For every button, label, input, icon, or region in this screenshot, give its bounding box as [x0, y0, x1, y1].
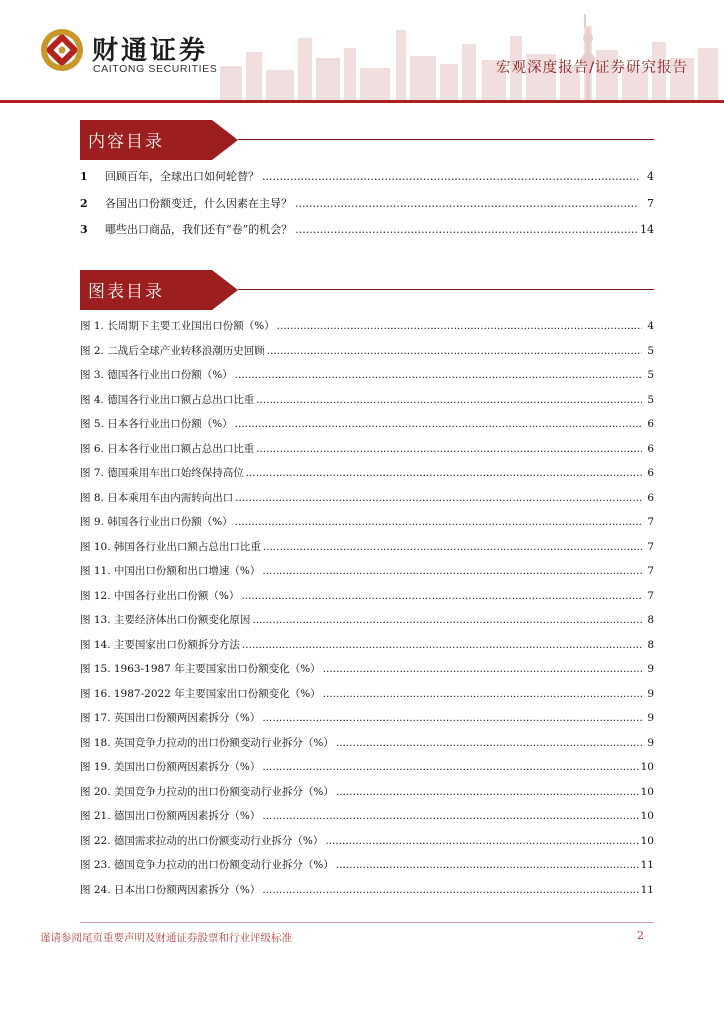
figure-entry-page: 6 [647, 442, 654, 455]
figure-entry-title: 图 15. 1963-1987 年主要国家出口份额变化（%） [80, 663, 321, 675]
figure-entry-title: 图 21. 德国出口份额两因素拆分（%） [80, 810, 261, 822]
figure-entry-page: 6 [647, 418, 654, 430]
figure-entry[interactable] [80, 878, 654, 903]
toc-entry-page: 7 [647, 196, 654, 210]
toc-entry-page: 14 [640, 223, 654, 236]
toc-entry-number: 3 [80, 223, 88, 236]
figure-entry-title: 图 18. 英国竞争力拉动的出口份额变动行业拆分（%） [80, 736, 334, 749]
contents-heading: 内容目录 [88, 132, 164, 152]
figure-entry-page: 7 [647, 565, 654, 577]
figures-heading-rule [238, 289, 654, 290]
figure-entry-page: 10 [640, 834, 654, 847]
figure-entry-page: 8 [647, 638, 654, 651]
figure-entry[interactable] [80, 559, 654, 584]
header-divider [0, 100, 724, 103]
toc-entry-title: 各国出口份额变迁，什么因素在主导？ [105, 196, 292, 210]
toc-leader-dots [295, 217, 637, 244]
figure-entry-title: 图 24. 日本出口份额两因素拆分（%） [80, 883, 261, 896]
figure-entry-title: 图 10. 韩国各行业出口额占总出口比重 [80, 540, 261, 553]
figure-entry[interactable] [80, 535, 654, 560]
figure-entry-page: 6 [647, 491, 654, 504]
figure-entry-page: 11 [640, 859, 654, 871]
figure-entry-page: 5 [647, 344, 654, 357]
figure-entry[interactable] [80, 804, 654, 829]
toc-leader-dots [295, 191, 639, 218]
toc-entry-page: 4 [647, 170, 654, 183]
city-skyline-banner [200, 8, 724, 100]
figures-heading-tag [80, 270, 240, 310]
figure-entry[interactable] [80, 657, 654, 682]
toc-entry[interactable] [80, 191, 654, 218]
toc-entry[interactable] [80, 164, 654, 191]
figure-entry[interactable] [80, 853, 654, 878]
figure-entry-title: 图 4. 德国各行业出口额占总出口比重 [80, 393, 255, 406]
caitong-logo-icon [40, 28, 84, 72]
toc-entry-title: 回顾百年，全球出口如何轮替？ [105, 170, 259, 183]
toc-entry[interactable] [80, 217, 654, 244]
figure-entry-page: 9 [647, 687, 654, 700]
figure-leader-dots [336, 780, 639, 805]
figure-entry-title: 图 6. 日本各行业出口额占总出口比重 [80, 442, 255, 455]
toc-leader-dots [262, 164, 639, 191]
figure-entry-title: 图 7. 德国乘用车出口始终保持高位 [80, 467, 244, 479]
figure-leader-dots [256, 437, 642, 462]
figure-entry[interactable] [80, 486, 654, 511]
page-number: 2 [637, 929, 644, 942]
figure-leader-dots [235, 510, 642, 535]
page-header [0, 0, 724, 104]
figure-entry-page: 10 [640, 785, 654, 798]
figure-entry-title: 图 14. 主要国家出口份额拆分方法 [80, 638, 240, 651]
figures-heading: 图表目录 [88, 282, 164, 302]
figure-entry[interactable] [80, 363, 654, 388]
brand-name-chinese: 财通证券 [92, 36, 209, 66]
figure-entry[interactable] [80, 339, 654, 364]
figure-entry-title: 图 5. 日本各行业出口份额（%） [80, 418, 233, 430]
figure-entry-page: 7 [647, 589, 654, 602]
figure-entry-page: 5 [647, 369, 654, 381]
figure-leader-dots [262, 559, 642, 584]
figure-leader-dots [242, 633, 642, 658]
figure-entry[interactable] [80, 731, 654, 756]
contents-section-header [80, 120, 654, 160]
figure-entry-page: 9 [647, 663, 654, 675]
figure-entry-title: 图 1. 长周期下主要工业国出口份额（%） [80, 320, 275, 332]
figure-leader-dots [256, 388, 642, 413]
contents-heading-rule [238, 139, 654, 140]
toc-entry-number: 1 [80, 170, 88, 183]
brand-name-english: CAITONG SECURITIES [93, 63, 218, 75]
footer-divider [80, 922, 654, 923]
figure-entry-page: 4 [647, 320, 654, 332]
figure-entry-title: 图 22. 德国需求拉动的出口份额变动行业拆分（%） [80, 834, 324, 847]
figure-leader-dots [262, 878, 638, 903]
figure-entry[interactable] [80, 706, 654, 731]
figure-entry-page: 11 [640, 883, 654, 896]
figure-entry-title: 图 9. 韩国各行业出口份额（%） [80, 516, 233, 528]
figure-entry[interactable] [80, 780, 654, 805]
figure-entry-title: 图 3. 德国各行业出口份额（%） [80, 369, 233, 381]
figure-entry-title: 图 23. 德国竞争力拉动的出口份额变动行业拆分（%） [80, 859, 334, 871]
figure-entry-page: 7 [647, 516, 654, 528]
figure-entry[interactable] [80, 461, 654, 486]
figure-entry-title: 图 12. 中国各行业出口份额（%） [80, 589, 240, 602]
figure-entry-page: 6 [647, 467, 654, 479]
figure-leader-dots [267, 339, 642, 364]
figure-leader-dots [323, 657, 642, 682]
figure-leader-dots [323, 682, 642, 707]
figure-entry-page: 9 [647, 736, 654, 749]
figure-entry-title: 图 2. 二战后全球产业转移浪潮历史回顾 [80, 344, 265, 357]
figure-entry-title: 图 13. 主要经济体出口份额变化原因 [80, 614, 251, 626]
contents-list [80, 164, 654, 244]
figure-entry-title: 图 20. 美国竞争力拉动的出口份额变动行业拆分（%） [80, 785, 334, 798]
figure-entry-page: 9 [647, 712, 654, 724]
figure-leader-dots [252, 608, 642, 633]
figure-entry[interactable] [80, 412, 654, 437]
figure-entry-title: 图 17. 英国出口份额两因素拆分（%） [80, 712, 261, 724]
figure-leader-dots [336, 853, 639, 878]
figure-entry-title: 图 11. 中国出口份额和出口增速（%） [80, 565, 261, 577]
figure-entry[interactable] [80, 584, 654, 609]
figure-leader-dots [235, 412, 642, 437]
document-type-label: 宏观深度报告/证券研究报告 [496, 60, 688, 76]
figure-leader-dots [325, 829, 638, 854]
toc-entry-title: 哪些出口商品，我们还有“卷”的机会？ [105, 223, 293, 236]
figure-entry[interactable] [80, 755, 654, 780]
figure-entry[interactable] [80, 829, 654, 854]
figure-entry-page: 7 [647, 540, 654, 553]
figure-entry-page: 5 [647, 393, 654, 406]
figure-leader-dots [241, 584, 642, 609]
figure-entry-page: 10 [640, 761, 654, 773]
figure-entry-title: 图 8. 日本乘用车由内需转向出口 [80, 491, 234, 504]
figure-entry[interactable] [80, 608, 654, 633]
figure-entry-page: 10 [640, 810, 654, 822]
figure-leader-dots [262, 706, 642, 731]
figure-entry[interactable] [80, 314, 654, 339]
figure-leader-dots [262, 804, 638, 829]
figure-entry[interactable] [80, 682, 654, 707]
footer-disclaimer: 谨请参阅尾页重要声明及财通证券股票和行业评级标准 [40, 932, 292, 944]
figure-leader-dots [235, 363, 642, 388]
contents-heading-tag [80, 120, 240, 160]
figure-leader-dots [262, 755, 638, 780]
figure-entry-title: 图 19. 美国出口份额两因素拆分（%） [80, 761, 261, 773]
figure-leader-dots [336, 731, 642, 756]
figure-leader-dots [277, 314, 642, 339]
figure-entry-page: 8 [647, 614, 654, 626]
figure-entry-title: 图 16. 1987-2022 年主要国家出口份额变化（%） [80, 687, 321, 700]
figure-entry[interactable] [80, 633, 654, 658]
figure-entry[interactable] [80, 510, 654, 535]
toc-entry-number: 2 [80, 196, 88, 210]
figures-list [80, 314, 654, 902]
figures-section-header [80, 270, 654, 310]
figure-leader-dots [246, 461, 642, 486]
figure-entry[interactable] [80, 437, 654, 462]
figure-entry[interactable] [80, 388, 654, 413]
figure-leader-dots [263, 535, 642, 560]
figure-leader-dots [235, 486, 642, 511]
